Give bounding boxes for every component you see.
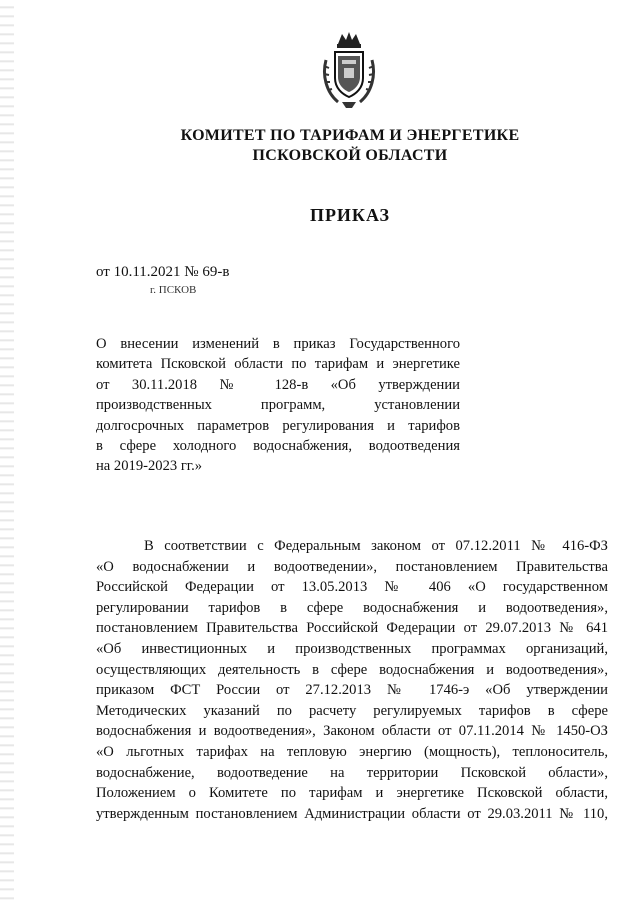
body-line: «Об инвестиционных и производственных программах организаций,	[96, 640, 608, 657]
document-date-number: от 10.11.2021 № 69-в	[96, 264, 230, 280]
subject-line: от 30.11.2018 № 128-в «Об утверждении	[96, 376, 460, 393]
subject-line: в сфере холодного водоснабжения, водоотведения	[96, 438, 460, 455]
subject-line: О внесении изменений в приказ Государственного	[96, 336, 460, 352]
body-line: В соответствии с Федеральным законом от 07.12.2011 № 416-ФЗ	[144, 538, 608, 554]
subject-line: на 2019-2023 гг.»	[96, 458, 203, 475]
body-line: Положением о Комитете по тарифам и энергетике Псковской области,	[96, 785, 608, 802]
body-line: Российской Федерации от 13.05.2013 № 406 «О государственном	[96, 579, 608, 596]
body-line: Методических указаний по расчету регулируемых тарифов в сфере	[96, 702, 608, 719]
organization-name-line1: КОМИТЕТ ПО ТАРИФАМ И ЭНЕРГЕТИКЕ	[180, 127, 520, 144]
document-city: г. ПСКОВ	[150, 284, 197, 296]
organization-name-line2: ПСКОВСКОЙ ОБЛАСТИ	[252, 147, 448, 164]
subject-line: комитета Псковской области по тарифам и энергетике	[96, 356, 460, 373]
subject-line: долгосрочных параметров регулирования и тарифов	[96, 417, 460, 434]
coat-of-arms-emblem	[318, 30, 380, 110]
document-subject	[96, 334, 460, 477]
body-line: осуществляющих деятельность в сфере водоснабжения и водоотведения»,	[96, 661, 608, 678]
body-line: водоснабжение, водоотведение на территории Псковской области»,	[96, 764, 608, 781]
body-line: регулировании тарифов в сфере водоснабжения и водоотведения»,	[96, 599, 608, 616]
body-line: приказом ФСТ России от 27.12.2013 № 1746-э «Об утверждении	[96, 682, 608, 699]
body-line: «О льготных тарифах на тепловую энергию (мощность), теплоноситель,	[96, 743, 608, 760]
scan-edge-artifact	[0, 0, 14, 905]
subject-line: производственных программ, установлении	[96, 397, 460, 414]
document-body-paragraph	[96, 536, 608, 824]
document-type-title: ПРИКАЗ	[309, 205, 391, 225]
body-line: водоснабжения и водоотведения», Законом области от 07.11.2014 № 1450-ОЗ	[96, 723, 608, 740]
body-line: «О водоснабжении и водоотведении», постановлением Правительства	[96, 558, 608, 575]
body-line: утвержденным постановлением Администрации области от 29.03.2011 № 110,	[96, 805, 608, 822]
body-line: постановлением Правительства Российской Федерации от 29.07.2013 № 641	[96, 620, 608, 637]
